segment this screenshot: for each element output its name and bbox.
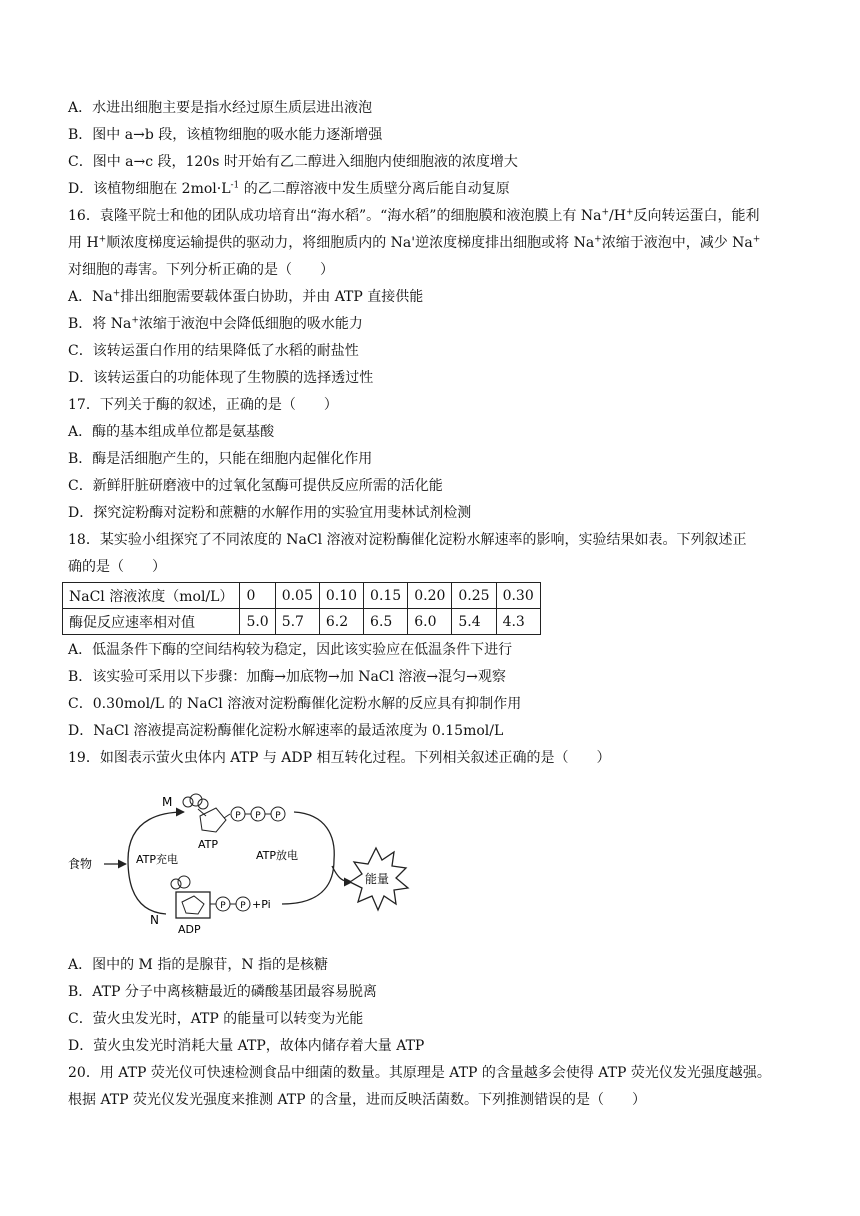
q15-option-a: A．水进出细胞主要是指水经过原生质层进出液泡 [68,100,373,116]
charge-label: ATP充电 [136,853,179,866]
q15-option-d: D．该植物细胞在 $2mol\cdot L^{-1}$ 的乙二醇溶液中发生质壁分离后能自动复原 [68,180,510,197]
q16-option-b: B．将 Na+浓缩于液泡中会降低细胞的吸水能力 [68,315,363,332]
q16-option-d: D．该转运蛋白的功能体现了生物膜的选择透过性 [68,370,374,386]
table-cell: 6.2 [319,609,363,635]
phosphate-label: P [275,811,281,821]
q18-stem-line2: 确的是（ ） [68,559,166,575]
q18-option-b: B．该实验可采用以下步骤：加酶→加底物→加 NaCl 溶液→混匀→观察 [68,669,506,685]
table-cell: 0.25 [452,583,496,609]
cycle-loop [128,860,166,914]
table-cell: 0.30 [496,583,540,609]
adp-molecule [171,876,271,918]
table-header-concentration: NaCl 溶液浓度（mol/L） [63,583,240,609]
cycle-loop [294,812,334,860]
q15-option-b: B．图中 a→b 段，该植物细胞的吸水能力逐渐增强 [68,127,383,143]
food-label: 食物 [68,857,93,871]
table-cell: 0.05 [275,583,319,609]
q16-stem-line2: 用 H+顺浓度梯度运输提供的驱动力，将细胞质内的 Na'逆浓度梯度排出细胞或将 Na+浓缩于液泡中，减少 Na+ [68,234,761,251]
q18-stem-line1: 18．某实验小组探究了不同浓度的 NaCl 溶液对淀粉酶催化淀粉水解速率的影响，实验结果如表。下列叙述正 [68,532,747,548]
table-cell: 6.5 [364,609,408,635]
q19-option-c: C．萤火虫发光时，ATP 的能量可以转变为光能 [68,1011,364,1027]
n-label: N [150,913,159,927]
energy-arrow [332,866,352,882]
table-cell: 4.3 [496,609,540,635]
table-cell: 0 [240,583,275,609]
q16-stem-line3: 对细胞的毒害。下列分析正确的是（ ） [68,262,334,278]
atp-label: ATP [198,838,219,851]
q20-stem-line1: 20．用 ATP 荧光仪可快速检测食品中细菌的数量。其原理是 ATP 的含量越多会使得 ATP 荧光仪发光强度越强。 [68,1065,771,1081]
q17-option-b: B．酶是活细胞产生的，只能在细胞内起催化作用 [68,451,373,467]
cycle-loop [282,860,334,904]
phosphate-label: P [255,811,261,821]
q19-option-a: A．图中的 M 指的是腺苷，N 指的是核糖 [68,957,329,973]
q18-option-d: D．NaCl 溶液提高淀粉酶催化淀粉水解速率的最适浓度为 0.15mol/L [68,723,504,739]
q16-stem-line1: 16．袁隆平院士和他的团队成功培育出“海水稻”。“海水稻”的细胞膜和液泡膜上有 Na+/H+反向转运蛋白，能利 [68,207,760,224]
q19-option-b: B．ATP 分子中离核糖最近的磷酸基团最容易脱离 [68,984,377,1000]
atp-molecule [183,794,285,832]
m-label: M [162,795,173,809]
table-cell: 5.7 [275,609,319,635]
nacl-table [62,582,541,635]
table-header-rate: 酶促反应速率相对值 [63,609,240,635]
table-cell: 0.10 [319,583,363,609]
q17-option-a: A．酶的基本组成单位都是氨基酸 [68,424,275,440]
q19-stem: 19．如图表示萤火虫体内 ATP 与 ADP 相互转化过程。下列相关叙述正确的是（ ） [68,750,611,766]
q16-option-a: A．Na+排出细胞需要载体蛋白协助，并由 ATP 直接供能 [68,288,424,305]
q20-stem-line2: 根据 ATP 荧光仪发光强度来推测 ATP 的含量，进而反映活菌数。下列推测错误的是（ ） [68,1092,647,1108]
pi-label: +Pi [252,898,271,911]
phosphate-label: P [240,901,246,911]
q19-option-d: D．萤火虫发光时消耗大量 ATP，故体内储存着大量 ATP [68,1038,425,1054]
q17-option-c: C．新鲜肝脏研磨液中的过氧化氢酶可提供反应所需的活化能 [68,478,443,494]
phosphate-label: P [235,811,241,821]
atp-adp-diagram [66,786,426,936]
discharge-label: ATP放电 [256,849,299,862]
q18-option-a: A．低温条件下酶的空间结构较为稳定，因此该实验应在低温条件下进行 [68,642,513,658]
table-cell: 0.15 [364,583,408,609]
q15-option-c: C．图中 a→c 段，120s 时开始有乙二醇进入细胞内使细胞液的浓度增大 [68,154,518,170]
q17-stem: 17．下列关于酶的叙述，正确的是（ ） [68,397,338,413]
q17-option-d: D．探究淀粉酶对淀粉和蔗糖的水解作用的实验宜用斐林试剂检测 [68,505,472,521]
table-cell: 6.0 [408,609,452,635]
table-cell: 0.20 [408,583,452,609]
phosphate-label: P [220,901,226,911]
energy-label: 能量 [365,872,390,886]
table-row-rate [63,609,541,635]
adp-label: ADP [178,923,201,936]
table-row-concentration [63,583,541,609]
table-cell: 5.0 [240,609,275,635]
q16-option-c: C．该转运蛋白作用的结果降低了水稻的耐盐性 [68,343,359,359]
table-cell: 5.4 [452,609,496,635]
q18-option-c: C．0.30mol/L 的 NaCl 溶液对淀粉酶催化淀粉水解的反应具有抑制作用 [68,696,522,712]
